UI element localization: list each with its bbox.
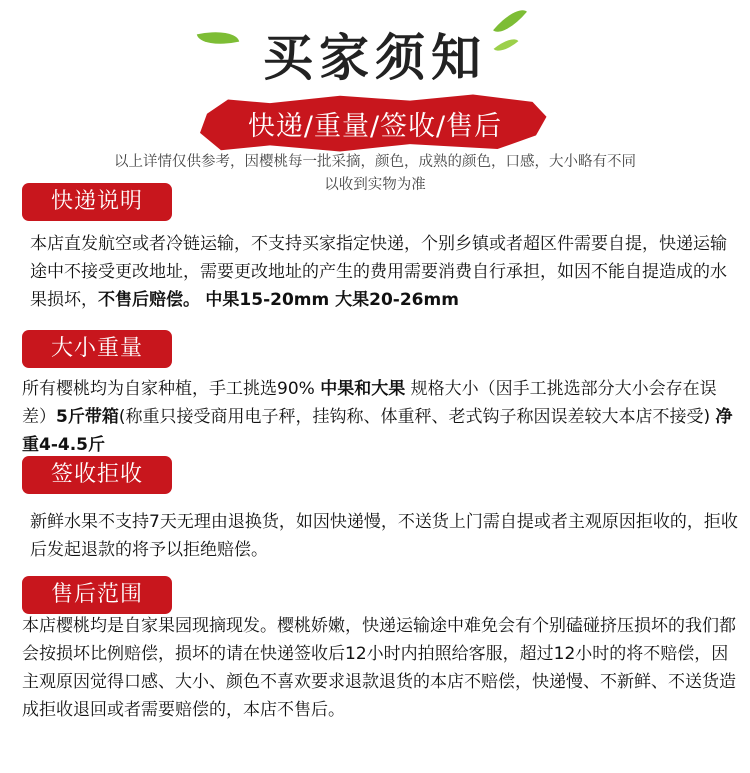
notice-line-2: 以收到实物为准 <box>324 177 426 193</box>
section-tag-aftersale: 售后范围 <box>22 576 172 614</box>
section-tag-shipping: 快递说明 <box>22 183 172 221</box>
shipping-text: 本店直发航空或者冷链运输，不支持买家指定快递，个别乡镇或者超区件需要自提，快递运输途中不接受更改地址，需要更改地址的产生的费用需要消费自行承担，如因不能自提造成的水果损坏，不售后赔偿。 中果15-20mm 大果20-26mm <box>30 234 727 310</box>
receipt-text: 新鲜水果不支持7天无理由退换货，如因快递慢，不送货上门需自提或者主观原因拒收的，拒收后发起退款的将予以拒绝赔偿。 <box>30 512 738 560</box>
section-tag-receipt: 签收拒收 <box>22 456 172 494</box>
banner-text: 快递/重量/签收/售后 <box>247 111 503 142</box>
section-tag-size-weight: 大小重量 <box>22 330 172 368</box>
aftersale-text: 本店樱桃均是自家果园现摘现发。樱桃娇嫩，快递运输途中难免会有个别磕碰挤压损坏的我们都会按损坏比例赔偿，损坏的请在快递签收后12小时内拍照给客服，超过12小时的将不赔偿，因主观原因觉得口感、大小、颜色不喜欢要求退款退货的本店不赔偿，快递慢、不新鲜、不送货造成拒收退回或者需要赔偿的，本店不售后。 <box>22 616 736 720</box>
size-weight-text: 所有樱桃均为自家种植，手工挑选90% 中果和大果 规格大小（因手工挑选部分大小会存在误差）5斤带箱(称重只接受商用电子秤，挂钩称、体重秤、老式钩子称因误差较大本店不接受) 净重4-4.5斤 <box>22 379 733 455</box>
page-title: 买家须知 <box>263 28 487 87</box>
notice-line-1: 以上详情仅供参考，因樱桃每一批采摘，颜色，成熟的颜色，口感，大小略有不同 <box>114 154 636 170</box>
